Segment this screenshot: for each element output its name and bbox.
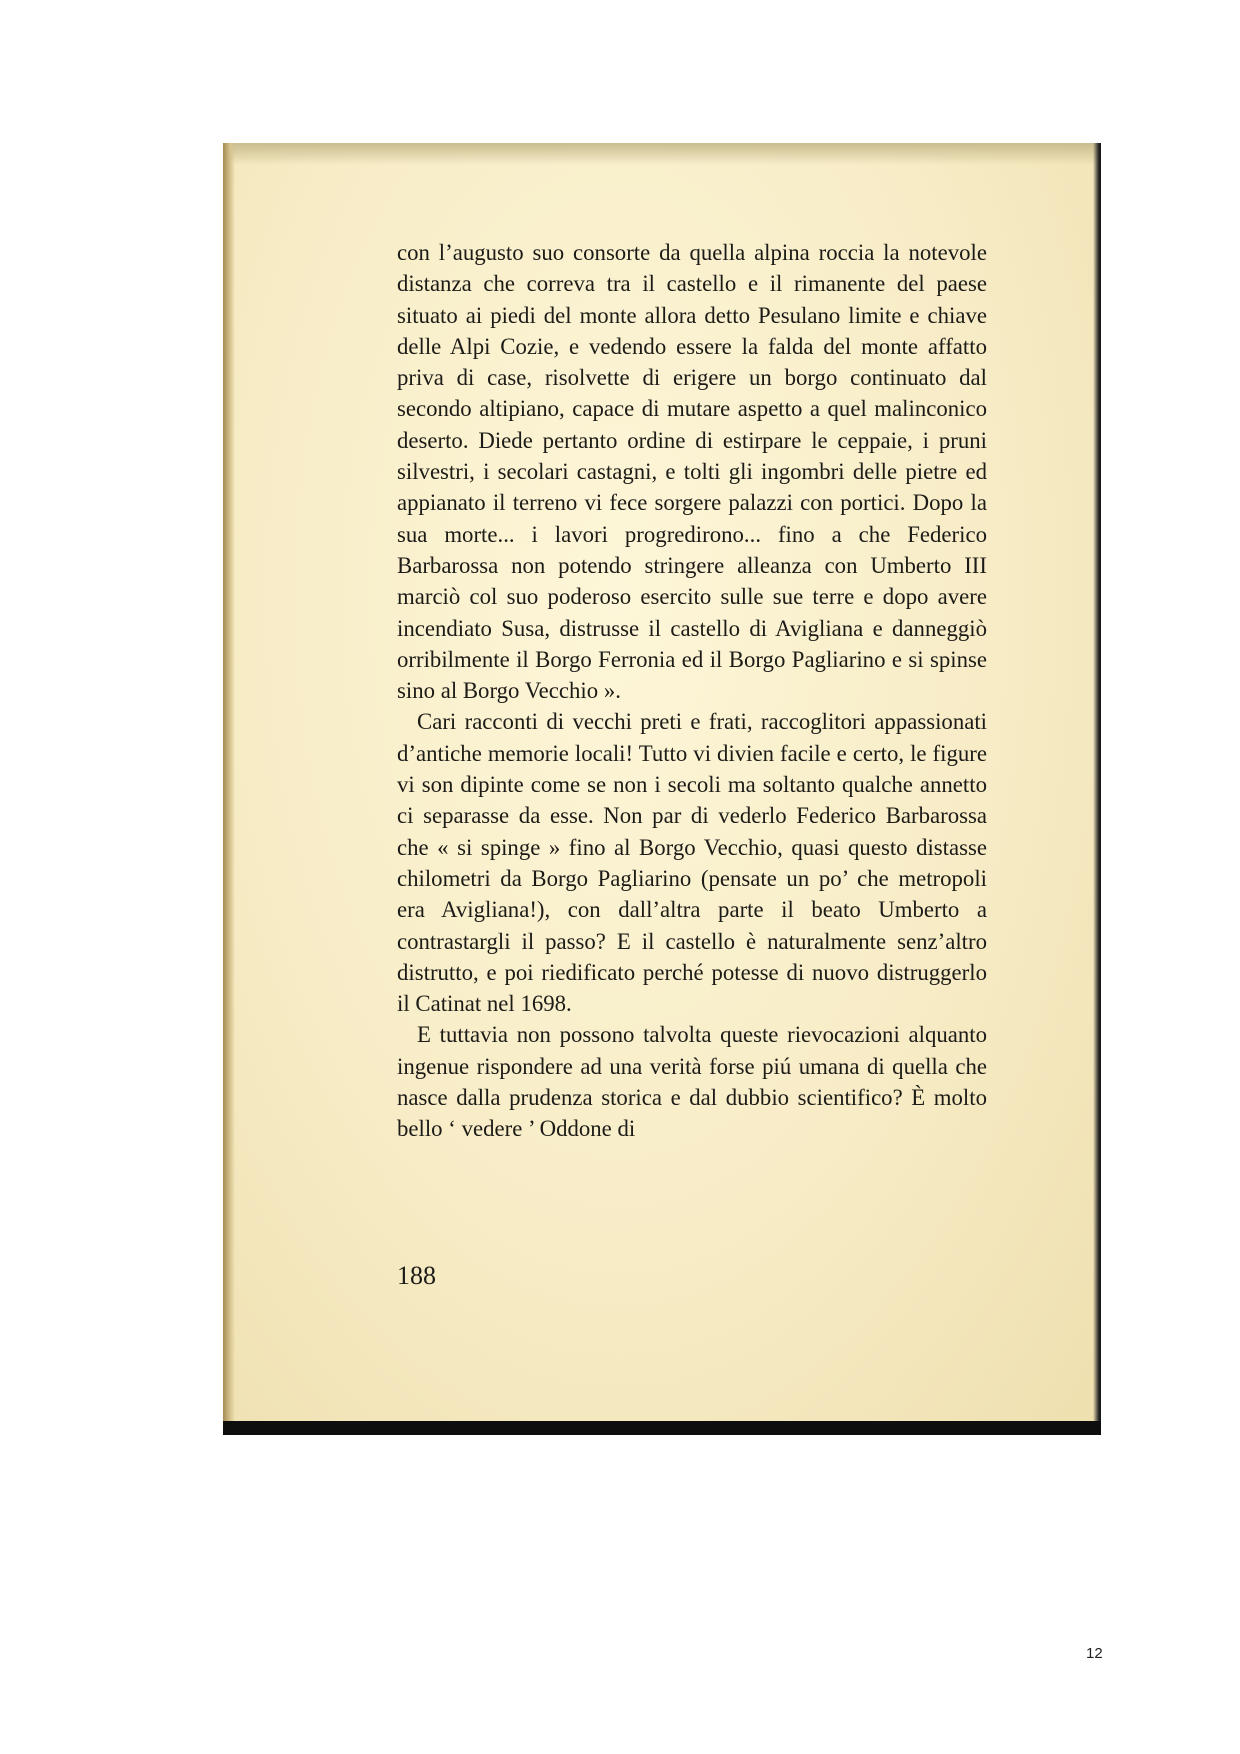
scan-right-edge xyxy=(1093,143,1101,1435)
book-page-number: 188 xyxy=(397,1261,436,1290)
paragraph-2: Cari racconti di vecchi preti e frati, raccoglitori appassionati d’antiche memorie locali! Tutto vi divien facile e certo, le figure vi son dipinte come se non i secoli ma soltanto qualche annetto ci separasse da esse. Non par di vederlo Federico Barbarossa che « si spinge » fino al Borgo Vecchio, quasi questo distasse chilometri da Borgo Pagliarino (pensate un po’ che metropoli era Avigliana!), con dall’altra parte il beato Umberto a contrastargli il passo? E il castello è naturalmente senz’altro distrutto, e poi riedificato perché potesse di nuovo distruggerlo il Catinat nel 1698. xyxy=(397,709,987,1017)
scanned-book-page xyxy=(223,143,1101,1435)
document-page-number: 12 xyxy=(1086,1645,1103,1662)
book-text-block xyxy=(397,237,987,1145)
scan-bottom-bar xyxy=(223,1421,1101,1435)
paragraph-1: con l’augusto suo consorte da quella alpina roccia la notevole distanza che correva tra il castello e il rimanente del paese situato ai piedi del monte allora detto Pesulano limite e chiave delle Alpi Cozie, e vedendo essere la falda del monte affatto priva di case, risolvette di erigere un borgo continuato dal secondo altipiano, capace di mutare aspetto a quel malinconico deserto. Diede pertanto ordine di estirpare le ceppaie, i pruni silvestri, i secolari castagni, e tolti gli ingombri delle pietre ed appianato il terreno vi fece sorgere palazzi con portici. Dopo la sua morte... i lavori progredirono... fino a che Federico Barbarossa non potendo stringere alleanza con Umberto III marciò col suo poderoso esercito sulle sue terre e dopo avere incendiato Susa, distrusse il castello di Avigliana e danneggiò orribilmente il Borgo Ferronia ed il Borgo Pagliarino e si spinse sino al Borgo Vecchio ». xyxy=(397,240,987,704)
paragraph-3: E tuttavia non possono talvolta queste rievocazioni alquanto ingenue rispondere ad una verità forse piú umana di quella che nasce dalla prudenza storica e dal dubbio scientifico? È molto bello ‘ vedere ’ Oddone di xyxy=(397,1022,987,1142)
scan-left-edge xyxy=(223,143,235,1435)
scan-top-shadow xyxy=(223,143,1101,165)
